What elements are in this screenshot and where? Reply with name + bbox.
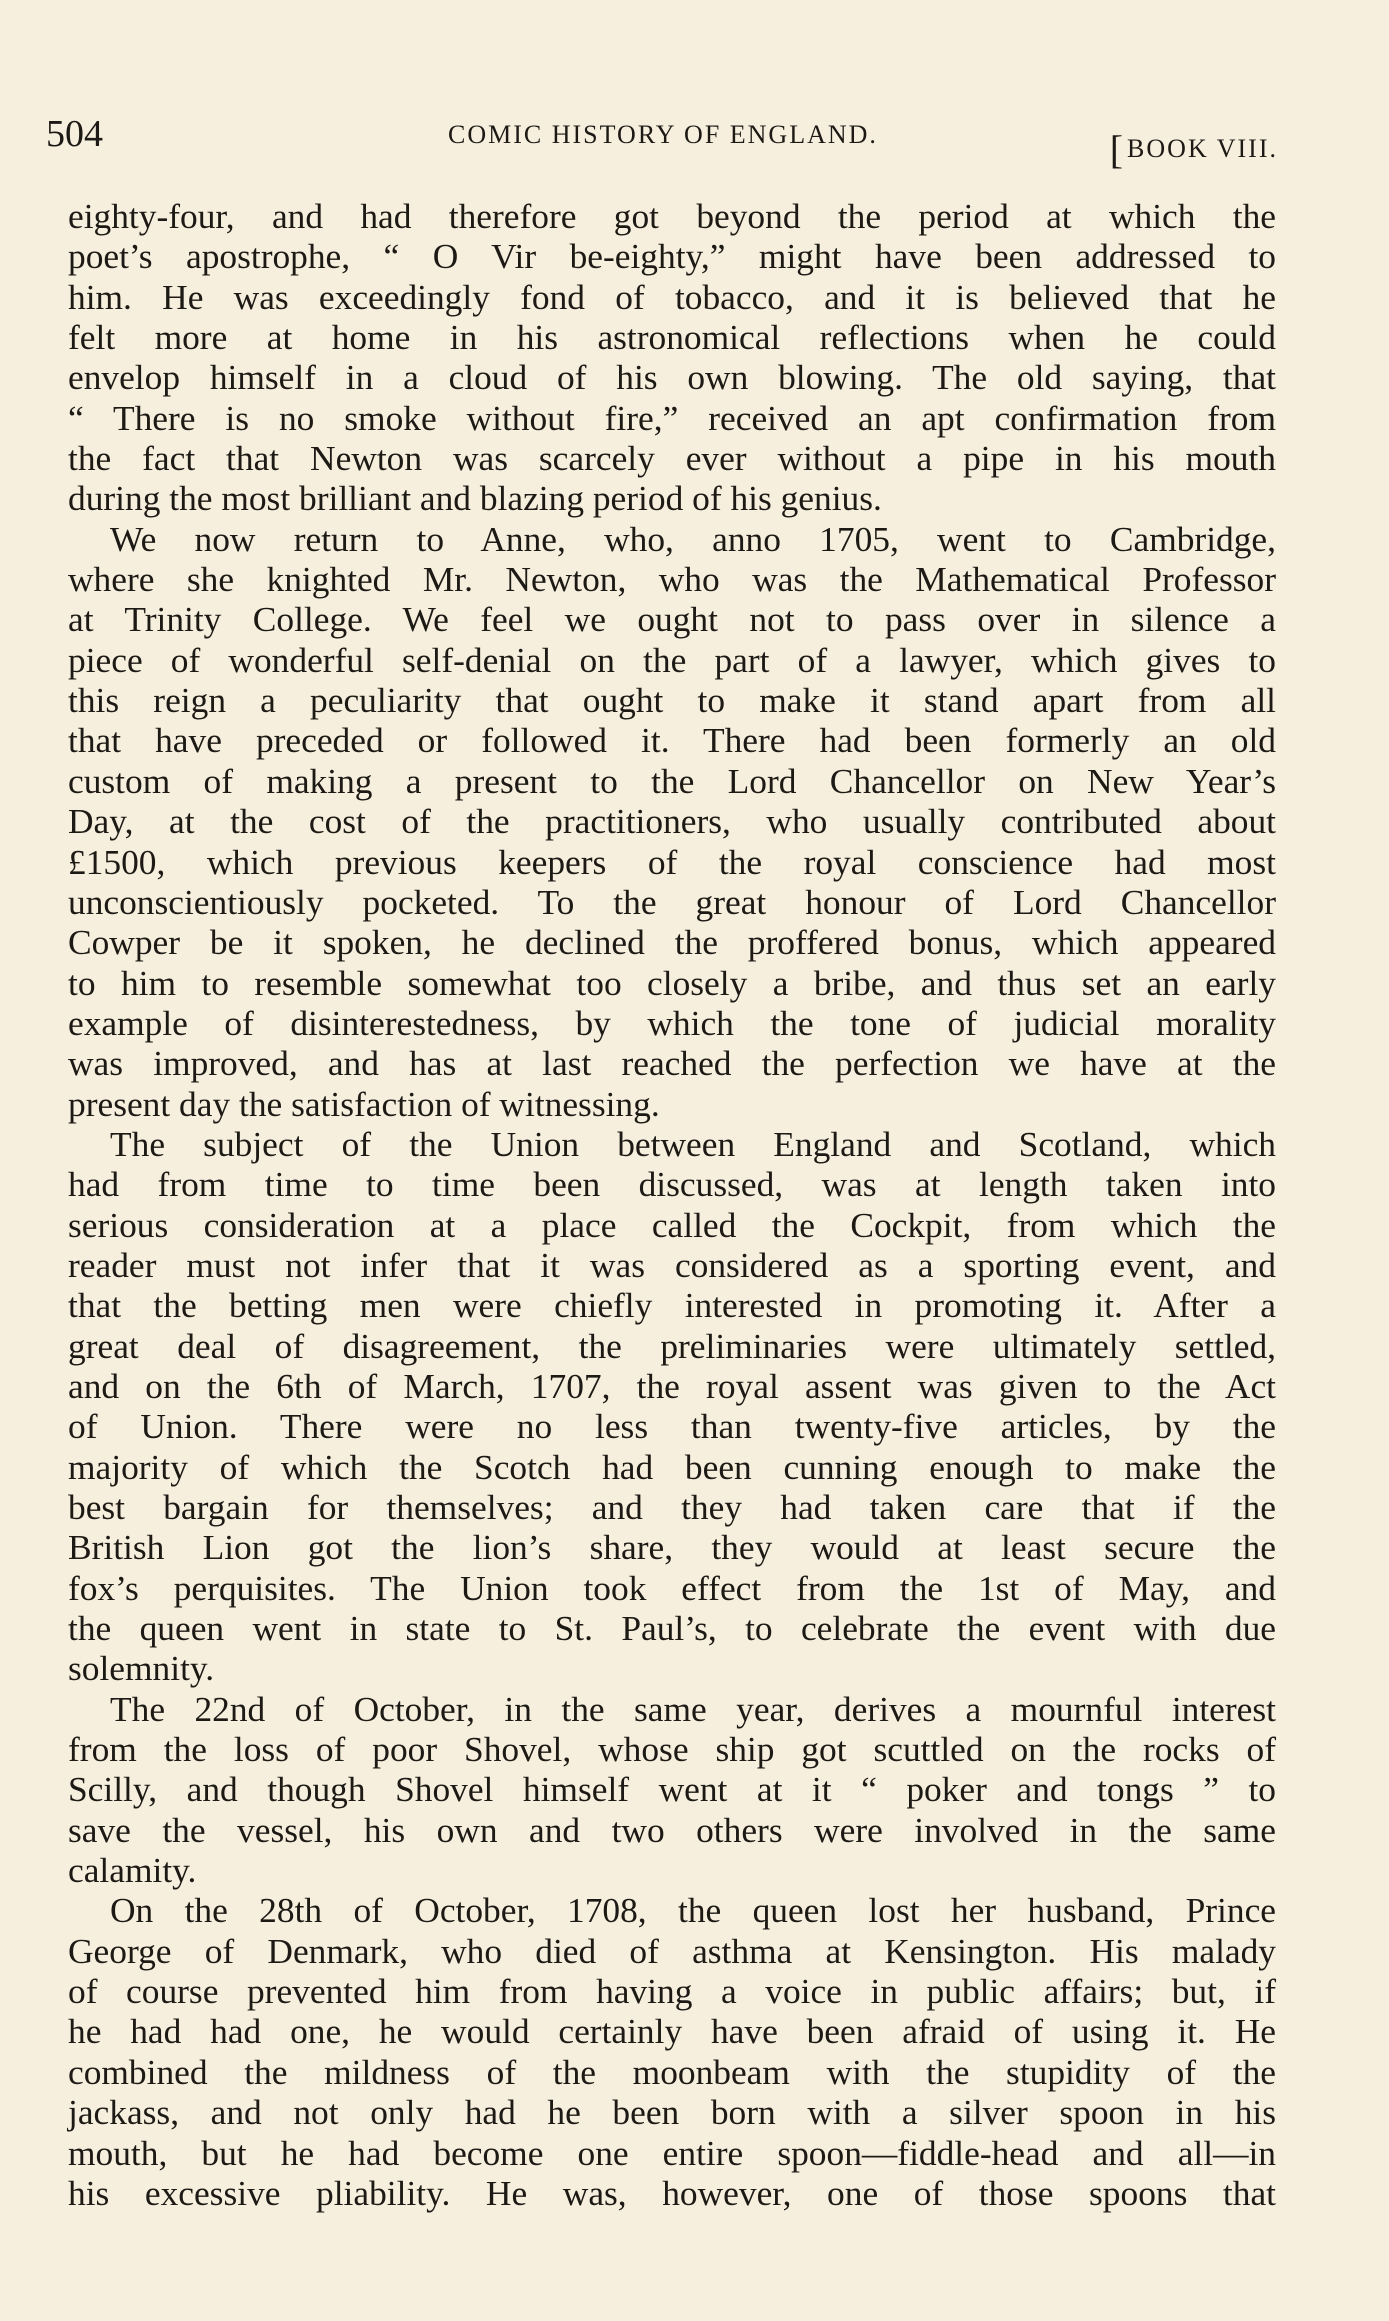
text-line: combined the mildness of the moonbeam with the stupidity of the	[68, 2051, 1276, 2092]
book-number: BOOK VIII.	[1127, 134, 1278, 163]
text-line: calamity.	[68, 1850, 197, 1891]
text-line: The 22nd of October, in the same year, derives a mournful interest	[110, 1688, 1276, 1729]
text-line: example of disinterestedness, by which the tone of judicial morality	[68, 1002, 1276, 1043]
text-line: serious consideration at a place called the Cockpit, from which the	[68, 1204, 1276, 1245]
text-line: piece of wonderful self-denial on the part of a lawyer, which gives to	[68, 639, 1276, 680]
book-bracket: [	[1109, 127, 1126, 172]
text-line: from the loss of poor Shovel, whose ship got scuttled on the rocks of	[68, 1729, 1276, 1770]
book-label	[1109, 120, 1278, 172]
text-line: his excessive pliability. He was, however, one of those spoons that	[68, 2172, 1276, 2213]
page-header	[46, 112, 1278, 172]
text-line: Cowper be it spoken, he declined the proffered bonus, which appeared	[68, 922, 1276, 963]
text-line: had from time to time been discussed, was at length taken into	[68, 1164, 1276, 1205]
text-line: “ There is no smoke without fire,” received an apt confirmation from	[68, 397, 1276, 438]
text-line: solemnity.	[68, 1648, 215, 1689]
text-line: the queen went in state to St. Paul’s, to celebrate the event with due	[68, 1608, 1276, 1649]
text-line: to him to resemble somewhat too closely a bribe, and thus set an early	[68, 962, 1276, 1003]
text-line: the fact that Newton was scarcely ever without a pipe in his mouth	[68, 438, 1276, 479]
text-line: and on the 6th of March, 1707, the royal assent was given to the Act	[68, 1365, 1276, 1406]
text-line: reader must not infer that it was considered as a sporting event, and	[68, 1244, 1276, 1285]
text-line: envelop himself in a cloud of his own blowing. The old saying, that	[68, 357, 1276, 398]
text-line: he had had one, he would certainly have been afraid of using it. He	[68, 2011, 1276, 2052]
text-line: him. He was exceedingly fond of tobacco, and it is believed that he	[68, 276, 1276, 317]
text-line: save the vessel, his own and two others were involved in the same	[68, 1809, 1276, 1850]
text-line: was improved, and has at last reached the perfection we have at the	[68, 1043, 1276, 1084]
text-line: We now return to Anne, who, anno 1705, went to Cambridge,	[110, 518, 1276, 559]
text-line: during the most brilliant and blazing period of his genius.	[68, 478, 882, 519]
text-line: felt more at home in his astronomical reflections when he could	[68, 317, 1276, 358]
text-line: present day the satisfaction of witnessing.	[68, 1083, 660, 1124]
text-line: Scilly, and though Shovel himself went at it “ poker and tongs ” to	[68, 1769, 1276, 1810]
text-line: poet’s apostrophe, “ O Vir be-eighty,” might have been addressed to	[68, 236, 1276, 277]
text-line: George of Denmark, who died of asthma at Kensington. His malady	[68, 1930, 1276, 1971]
text-line: £1500, which previous keepers of the royal conscience had most	[68, 841, 1276, 882]
page-number: 504	[46, 113, 103, 155]
body-text	[68, 196, 1276, 2213]
text-line: British Lion got the lion’s share, they would at least secure the	[68, 1527, 1276, 1568]
text-line: great deal of disagreement, the preliminaries were ultimately settled,	[68, 1325, 1276, 1366]
text-line: custom of making a present to the Lord Chancellor on New Year’s	[68, 760, 1276, 801]
text-line: The subject of the Union between England and Scotland, which	[110, 1123, 1276, 1164]
text-line: of Union. There were no less than twenty-five articles, by the	[68, 1406, 1276, 1447]
text-line: this reign a peculiarity that ought to make it stand apart from all	[68, 680, 1276, 721]
text-line: best bargain for themselves; and they had taken care that if the	[68, 1487, 1276, 1527]
text-line: where she knighted Mr. Newton, who was the Mathematical Professor	[68, 559, 1276, 600]
running-title: COMIC HISTORY OF ENGLAND.	[448, 120, 878, 149]
text-line: unconscientiously pocketed. To the great honour of Lord Chancellor	[68, 881, 1276, 922]
text-line: of course prevented him from having a voice in public affairs; but, if	[68, 1971, 1276, 2012]
text-line: mouth, but he had become one entire spoon—fiddle-head and all—in	[68, 2132, 1276, 2173]
text-line: Day, at the cost of the practitioners, who usually contributed about	[68, 801, 1276, 842]
text-line: eighty-four, and had therefore got beyond the period at which the	[68, 196, 1276, 236]
text-line: that have preceded or followed it. There had been formerly an old	[68, 720, 1276, 761]
text-line: jackass, and not only had he been born with a silver spoon in his	[68, 2092, 1276, 2133]
text-line: On the 28th of October, 1708, the queen lost her husband, Prince	[110, 1890, 1276, 1931]
text-line: that the betting men were chiefly interested in promoting it. After a	[68, 1285, 1276, 1326]
text-line: at Trinity College. We feel we ought not to pass over in silence a	[68, 599, 1276, 640]
text-line: fox’s perquisites. The Union took effect from the 1st of May, and	[68, 1567, 1276, 1608]
text-line: majority of which the Scotch had been cunning enough to make the	[68, 1446, 1276, 1487]
